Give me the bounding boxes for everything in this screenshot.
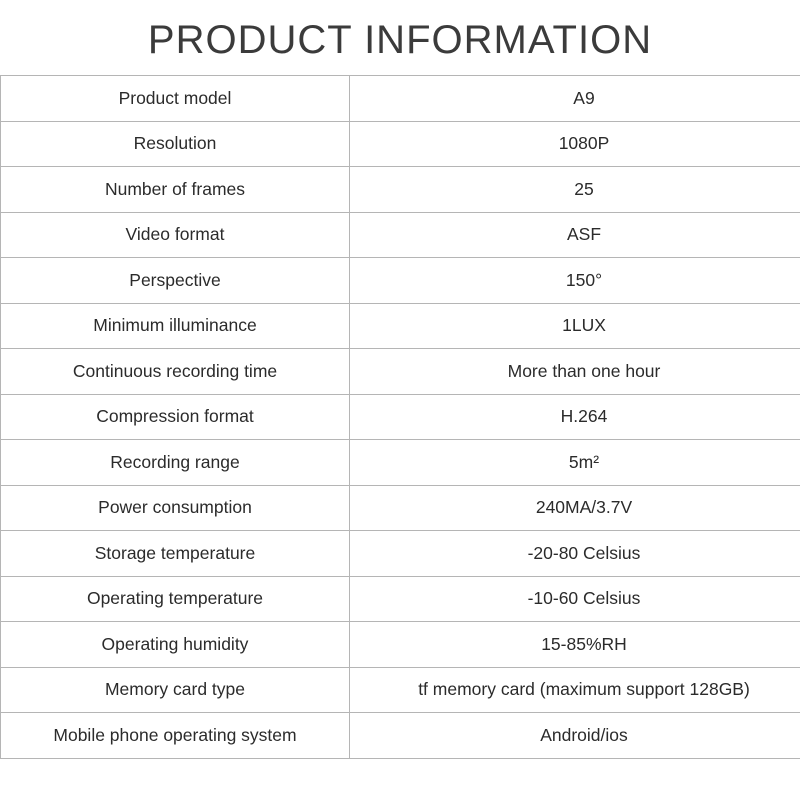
table-row — [1, 212, 800, 258]
spec-label: Continuous recording time — [1, 349, 350, 395]
table-row — [1, 303, 800, 349]
spec-label: Minimum illuminance — [1, 303, 350, 349]
table-row — [1, 576, 800, 622]
spec-label: Operating temperature — [1, 576, 350, 622]
spec-value: 5m² — [350, 440, 800, 486]
spec-value: -10-60 Celsius — [350, 576, 800, 622]
spec-value: H.264 — [350, 394, 800, 440]
spec-value: 15-85%RH — [350, 622, 800, 668]
table-row — [1, 258, 800, 304]
spec-label: Memory card type — [1, 667, 350, 713]
table-row — [1, 167, 800, 213]
specifications-table — [0, 75, 800, 759]
spec-label: Video format — [1, 212, 350, 258]
spec-value: More than one hour — [350, 349, 800, 395]
spec-value: ASF — [350, 212, 800, 258]
table-row — [1, 713, 800, 759]
spec-label: Power consumption — [1, 485, 350, 531]
spec-label: Perspective — [1, 258, 350, 304]
spec-label: Mobile phone operating system — [1, 713, 350, 759]
spec-value: 1080P — [350, 121, 800, 167]
table-row — [1, 531, 800, 577]
spec-value: A9 — [350, 76, 800, 122]
spec-value: Android/ios — [350, 713, 800, 759]
spec-value: tf memory card (maximum support 128GB) — [350, 667, 800, 713]
specifications-table-body — [1, 76, 800, 759]
table-row — [1, 76, 800, 122]
spec-value: 1LUX — [350, 303, 800, 349]
page-title: PRODUCT INFORMATION — [147, 18, 653, 62]
spec-label: Number of frames — [1, 167, 350, 213]
spec-label: Storage temperature — [1, 531, 350, 577]
spec-label: Resolution — [1, 121, 350, 167]
spec-label: Compression format — [1, 394, 350, 440]
table-row — [1, 349, 800, 395]
table-row — [1, 440, 800, 486]
spec-label: Product model — [1, 76, 350, 122]
spec-value: 25 — [350, 167, 800, 213]
table-row — [1, 667, 800, 713]
table-row — [1, 485, 800, 531]
spec-value: 240MA/3.7V — [350, 485, 800, 531]
spec-label: Operating humidity — [1, 622, 350, 668]
spec-label: Recording range — [1, 440, 350, 486]
spec-value: 150° — [350, 258, 800, 304]
spec-value: -20-80 Celsius — [350, 531, 800, 577]
table-row — [1, 394, 800, 440]
bottom-spacer — [0, 759, 800, 777]
table-row — [1, 622, 800, 668]
table-row — [1, 121, 800, 167]
